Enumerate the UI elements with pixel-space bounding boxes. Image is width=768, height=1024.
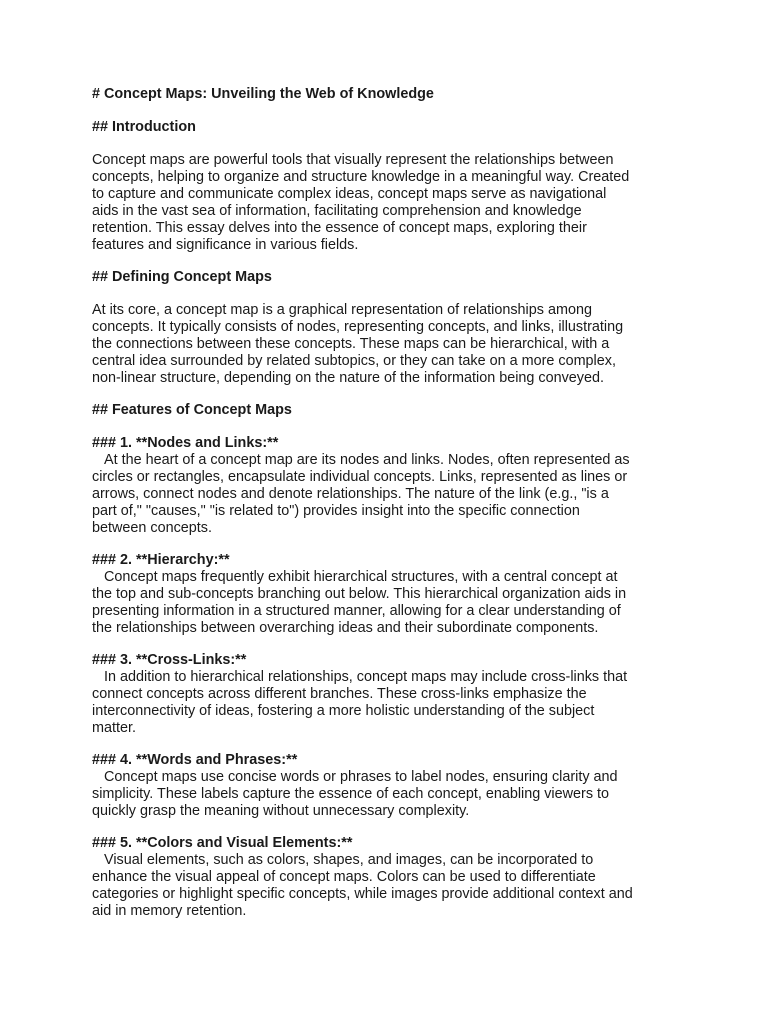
paragraph-line: arrows, connect nodes and denote relationships. The nature of the link (e.g., "is a <box>92 486 609 502</box>
paragraph-line: In addition to hierarchical relationships, concept maps may include cross-links that <box>104 669 628 685</box>
paragraph-line: connect concepts across different branches. These cross-links emphasize the <box>92 686 587 702</box>
paragraph-line: concepts, helping to organize and structure knowledge in a meaningful way. Created <box>92 169 630 185</box>
paragraph-line: part of," "causes," "is related to") provides insight into the specific connection <box>92 503 580 519</box>
feature-heading-nodes-links: ### 1. **Nodes and Links:** <box>92 435 279 451</box>
paragraph-line: central idea surrounded by related subtopics, or they can take on a more complex, <box>92 353 616 369</box>
paragraph-line: enhance the visual appeal of concept maps. Colors can be used to differentiate <box>92 869 596 885</box>
paragraph-line: aids in the vast sea of information, facilitating comprehension and knowledge <box>92 203 582 219</box>
feature-heading-cross-links: ### 3. **Cross-Links:** <box>92 652 247 668</box>
feature-paragraph-words-phrases <box>92 769 692 820</box>
feature-paragraph-cross-links <box>92 669 692 737</box>
feature-heading-words-phrases: ### 4. **Words and Phrases:** <box>92 752 298 768</box>
section-heading-defining: ## Defining Concept Maps <box>92 269 272 285</box>
section-heading-features: ## Features of Concept Maps <box>92 402 292 418</box>
paragraph-line: the relationships between overarching ideas and their subordinate components. <box>92 620 599 636</box>
paragraph-line: categories or highlight specific concepts, while images provide additional context and <box>92 886 633 902</box>
paragraph-line: presenting information in a structured manner, allowing for a clear understanding of <box>92 603 621 619</box>
paragraph-line: matter. <box>92 720 136 736</box>
paragraph-line: Concept maps use concise words or phrases to label nodes, ensuring clarity and <box>104 769 618 785</box>
paragraph-line: non-linear structure, depending on the nature of the information being conveyed. <box>92 370 605 386</box>
paragraph-line: between concepts. <box>92 520 213 536</box>
paragraph-line: features and significance in various fields. <box>92 237 359 253</box>
paragraph-line: concepts. It typically consists of nodes, representing concepts, and links, illustrating <box>92 319 624 335</box>
paragraph-line: the connections between these concepts. These maps can be hierarchical, with a <box>92 336 610 352</box>
paragraph-line: to capture and communicate complex ideas, concept maps serve as navigational <box>92 186 607 202</box>
document-title: # Concept Maps: Unveiling the Web of Knowledge <box>92 86 434 102</box>
paragraph-line: Concept maps frequently exhibit hierarchical structures, with a central concept at <box>104 569 618 585</box>
paragraph-line: At its core, a concept map is a graphical representation of relationships among <box>92 302 592 318</box>
feature-paragraph-colors-visual <box>92 852 692 920</box>
paragraph-line: interconnectivity of ideas, fostering a more holistic understanding of the subject <box>92 703 595 719</box>
paragraph-line: Visual elements, such as colors, shapes, and images, can be incorporated to <box>104 852 594 868</box>
defining-paragraph <box>92 302 692 387</box>
paragraph-line: At the heart of a concept map are its nodes and links. Nodes, often represented as <box>104 452 630 468</box>
section-heading-introduction: ## Introduction <box>92 119 196 135</box>
paragraph-line: the top and sub-concepts branching out below. This hierarchical organization aids in <box>92 586 627 602</box>
feature-heading-hierarchy: ### 2. **Hierarchy:** <box>92 552 230 568</box>
paragraph-line: Concept maps are powerful tools that visually represent the relationships between <box>92 152 614 168</box>
paragraph-line: aid in memory retention. <box>92 903 247 919</box>
document-page <box>92 86 692 920</box>
paragraph-line: simplicity. These labels capture the essence of each concept, enabling viewers to <box>92 786 610 802</box>
paragraph-line: circles or rectangles, encapsulate individual concepts. Links, represented as lines or <box>92 469 628 485</box>
paragraph-line: quickly grasp the meaning without unnecessary complexity. <box>92 803 470 819</box>
introduction-paragraph <box>92 152 692 254</box>
feature-paragraph-hierarchy <box>92 569 692 637</box>
feature-paragraph-nodes-links <box>92 452 692 537</box>
paragraph-line: retention. This essay delves into the essence of concept maps, exploring their <box>92 220 587 236</box>
feature-heading-colors-visual: ### 5. **Colors and Visual Elements:** <box>92 835 353 851</box>
